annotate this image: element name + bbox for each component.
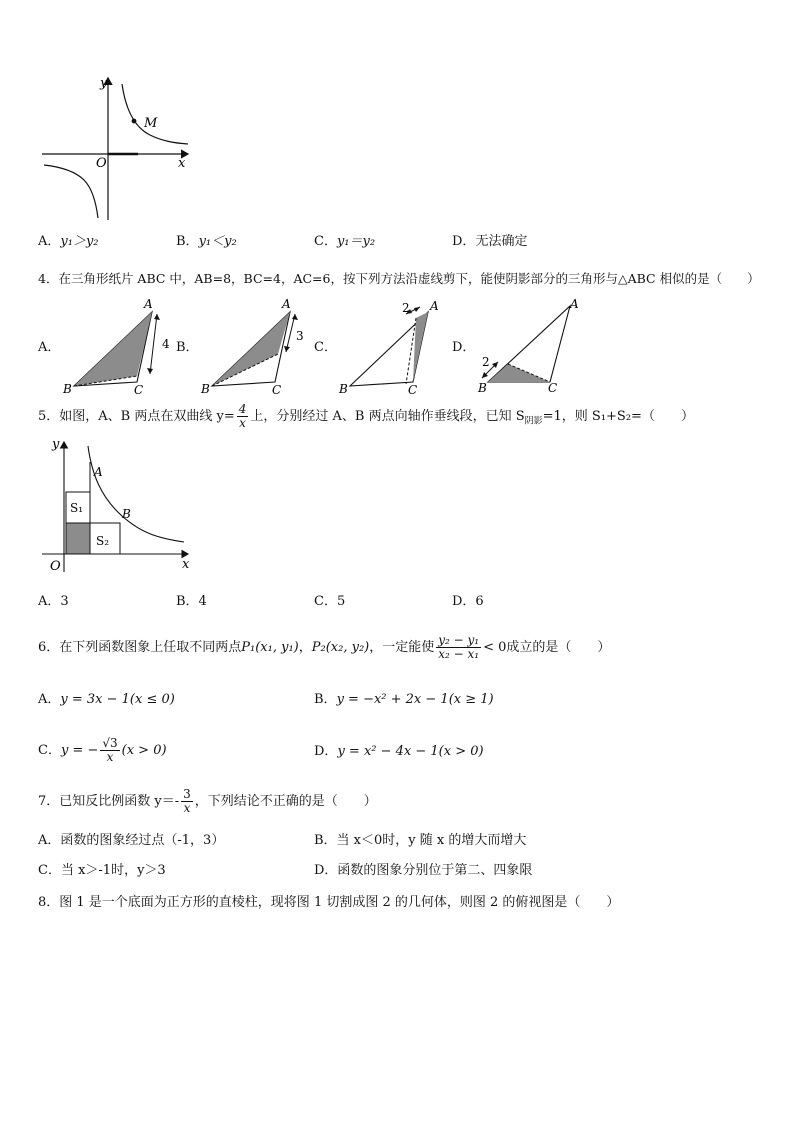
option-text: y₁＜y₂ [198,234,237,249]
q4-option-a-label[interactable]: A． [38,340,61,355]
q3-option-d[interactable] [452,234,527,250]
q6-option-c[interactable]: C．y = − $\frac{√3}{x}$ (x > 0) [38,736,167,764]
svg-text:A: A [430,299,439,313]
option-text: y₁＝y₂ [336,234,376,249]
q4-figure-b [198,296,313,396]
svg-text:S₂: S₂ [96,534,110,548]
svg-text:A: A [94,465,103,479]
origin-label: O [96,156,107,171]
q6-option-b[interactable]: B．y = −x² + 2x − 1(x ≥ 1) [314,692,494,707]
option-label: C． [314,234,337,249]
svg-text:C: C [134,383,144,396]
option-text: 无法确定 [475,234,528,249]
q5-figure [38,436,198,576]
svg-text:C: C [408,383,418,396]
svg-text:O: O [50,559,61,574]
svg-text:A: A [282,297,291,311]
option-label: D． [452,234,476,249]
svg-text:C: C [548,381,558,395]
q6-stem: 6．在下列函数图象上任取不同两点P₁(x₁, y₁)，P₂(x₂, y₂)，一定能使 $\frac{\text{y₂ − y₁}}{\text{x₂ − x₁}}$ < 0成立的是（ ） [38,633,611,661]
hyperbola-branch-2 [44,165,98,218]
q6-option-d[interactable]: D．y = x² − 4x − 1(x > 0) [314,744,484,759]
q4-figure-d [474,296,589,396]
q4-figure-c [336,296,451,396]
svg-text:2: 2 [402,301,410,315]
svg-text:4: 4 [162,337,170,351]
point-m [132,119,137,124]
q4-option-d-label[interactable]: D． [452,340,476,355]
q3-option-a[interactable] [38,234,99,250]
option-text: y₁＞y₂ [60,234,99,249]
q7-option-c[interactable]: C．当 x＞-1时，y＞3 [38,863,166,878]
q3-option-c[interactable] [314,234,375,250]
q4-option-b-label[interactable]: B． [176,340,199,355]
q7-option-b[interactable]: B．当 x＜0时，y 随 x 的增大而增大 [314,833,527,848]
q8-stem: 8．图 1 是一个底面为正方形的直棱柱，现将图 1 切割成图 2 的几何体，则图 2 的俯视图是（ ） [38,895,620,910]
q4-figure-a [60,296,175,396]
q5-option-c[interactable]: C．5 [314,594,346,609]
q5-option-d[interactable]: D．6 [452,594,484,609]
option-label: B． [176,234,199,249]
q5-hyperbola [88,446,184,542]
q7-option-a[interactable]: A．函数的图象经过点（-1，3） [38,833,225,848]
svg-text:B: B [122,507,131,521]
x-axis-label: x [178,156,186,171]
svg-text:3: 3 [296,329,304,343]
svg-text:C: C [272,383,282,396]
q3-option-b[interactable] [176,234,237,250]
q3-hyperbola-graph [38,70,198,222]
svg-text:A: A [570,297,579,311]
q6-option-a[interactable]: A．y = 3x − 1(x ≤ 0) [38,692,175,707]
svg-text:x: x [182,557,190,572]
point-m-label: M [144,116,158,131]
q5-stem: 5．如图，A、B 两点在双曲线 y= $\frac{4}{x}$ 上，分别经过 A、B 两点向轴作垂线段，已知 $S_{阴影}=1$，则 S₁+S₂=（ ） [38,402,694,430]
svg-text:S₁: S₁ [70,501,84,515]
hyperbola-branch-1 [122,84,188,144]
svg-text:B: B [201,382,210,396]
svg-text:A: A [144,297,153,311]
q5-option-b[interactable]: B．4 [176,594,207,609]
q5-option-a[interactable]: A．3 [38,594,69,609]
y-axis-label: y [100,76,108,91]
svg-text:B: B [339,382,348,396]
q4-option-c-label[interactable]: C． [314,340,337,355]
q7-stem: 7．已知反比例函数 y＝- $\frac{3}{x}$ ，下列结论不正确的是（ ） [38,787,377,815]
option-label: A． [38,234,61,249]
q7-option-d[interactable]: D．函数的图象分别位于第二、四象限 [314,863,533,878]
q4-stem: 4．在三角形纸片 ABC 中，AB=8，BC=4，AC=6，按下列方法沿虚线剪下，能使阴影部分的三角形与△ABC 相似的是（ ） [38,271,760,286]
svg-text:y: y [52,437,60,452]
svg-text:2: 2 [482,355,490,369]
svg-text:B: B [63,382,72,396]
svg-text:B: B [478,381,487,395]
